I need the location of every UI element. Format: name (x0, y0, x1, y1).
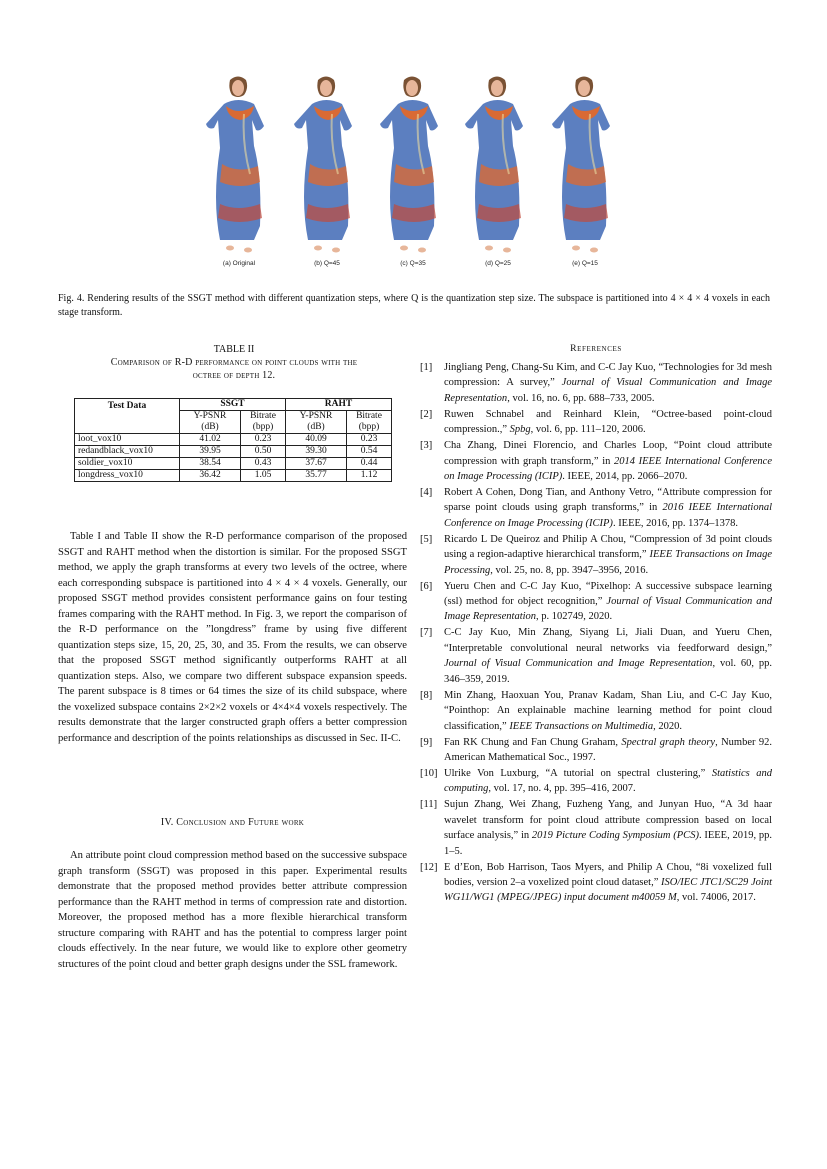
panel-caption: (e) Q=15 (572, 260, 598, 267)
reference-number: [9] (420, 736, 433, 748)
table-row (75, 434, 392, 446)
cell-ssgt-psnr: 39.95 (180, 446, 241, 458)
cell-ssgt-bitrate: 0.23 (241, 434, 286, 446)
reference-item (420, 625, 772, 687)
rendered-model-image (374, 74, 452, 256)
reference-item (420, 797, 772, 859)
cell-name: redandblack_vox10 (75, 446, 180, 458)
reference-venue: Journal of Visual Communication and Image Representation (444, 596, 773, 623)
cell-name: loot_vox10 (75, 434, 180, 446)
reference-text: Jingliang Peng, Chang-Su Kim, and C-C Jay Kuo, “Technologies for 3d mesh compression: A survey,” (444, 362, 772, 389)
th-ssgt-bitrate-label: Bitrate (250, 411, 276, 421)
reference-text: Fan RK Chung and Fan Chung Graham, (444, 736, 622, 748)
cell-raht-bitrate: 0.54 (347, 446, 392, 458)
references-list (420, 360, 772, 906)
table-title: TABLE II (213, 344, 255, 355)
references-heading: References (570, 343, 622, 354)
cell-raht-bitrate: 1.12 (347, 470, 392, 482)
rendered-model-image (459, 74, 537, 256)
cell-raht-psnr: 35.77 (286, 470, 347, 482)
reference-item (420, 735, 772, 766)
th-ssgt-psnr-label: Y-PSNR (193, 411, 227, 421)
paragraph-conclusion (58, 848, 407, 972)
reference-text: Yueru Chen and C-C Jay Kuo, “Pixelhop: A successive subspace learning (ssl) method for object recognition,” (444, 580, 772, 608)
th-raht-psnr (286, 411, 347, 434)
reference-venue: Spectral graph theory (621, 736, 716, 748)
cell-ssgt-bitrate: 0.43 (241, 458, 286, 470)
reference-details: . IEEE, 2014, pp. 2066–2070. (562, 471, 688, 483)
reference-details: , 2020. (653, 720, 682, 732)
cell-raht-bitrate: 0.23 (347, 434, 392, 446)
table-row (75, 470, 392, 482)
section-heading: IV. Conclusion and Future work (160, 817, 305, 828)
reference-details: , vol. 74006, 2017. (676, 892, 756, 904)
th-raht-bitrate-unit: (bpp) (358, 422, 380, 432)
cell-ssgt-psnr: 38.54 (180, 458, 241, 470)
reference-venue: Statistics and computing (444, 767, 773, 795)
reference-details: , vol. 6, pp. 111–120, 2006. (530, 424, 646, 436)
reference-text: Ulrike Von Luxburg, “A tutorial on spectral clustering,” (444, 767, 712, 779)
table-subtitle-line2: octree of depth 12. (192, 369, 276, 381)
reference-text: E d’Eon, Bob Harrison, Taos Myers, and Philip A Chou, “8i voxelized full bodies, version 2–a voxelized point cloud dataset,” (444, 861, 772, 888)
reference-details: , p. 102749, 2020. (536, 611, 613, 623)
reference-details: , vol. 25, no. 8, pp. 3947–3956, 2016. (490, 564, 649, 576)
reference-venue: 2014 IEEE International Conference on Image Processing (ICIP) (444, 455, 772, 483)
figure-caption: Fig. 4. Rendering results of the SSGT method with different quantization steps, where Q is the quantization step size. The subspace is partitioned into 4 × 4 × 4 voxels in each stage transform. (58, 293, 770, 318)
reference-text: Ricardo L De Queiroz and Philip A Chou, “Compression of 3d point clouds using a region-adaptive hierarchical transform,” (444, 533, 772, 561)
panel-caption: (b) Q=45 (314, 260, 340, 267)
reference-venue: ISO/IEC JTC1/SC29 Joint WG11/WG1 (MPEG/JPEG) input document m40059 M (444, 876, 772, 904)
cell-ssgt-psnr: 36.42 (180, 470, 241, 482)
th-ssgt-bitrate-unit: (bpp) (252, 422, 274, 432)
reference-text: Sujun Zhang, Wei Zhang, Fuzheng Yang, and Junyan Huo, “A 3d haar wavelet transform for point cloud attribute compression based on local surface analysis,” in (444, 799, 772, 842)
cell-name: longdress_vox10 (75, 470, 180, 482)
reference-text: Robert A Cohen, Dong Tian, and Anthony Vetro, “Attribute compression for sparse point clouds using graph transforms,” in (444, 487, 772, 514)
cell-raht-bitrate: 0.44 (347, 458, 392, 470)
reference-details: . IEEE, 2016, pp. 1374–1378. (612, 517, 739, 529)
rendered-model-image (200, 74, 278, 256)
cell-ssgt-psnr: 41.02 (180, 434, 241, 446)
rendered-model-image (546, 74, 624, 256)
figure-panel (374, 74, 452, 270)
reference-venue: 2019 Picture Coding Symposium (PCS) (531, 830, 699, 842)
reference-number: [2] (420, 408, 433, 420)
th-raht-psnr-label: Y-PSNR (299, 411, 333, 421)
reference-item (420, 688, 772, 734)
panel-caption: (a) Original (222, 260, 256, 267)
paragraph-conclusion-text: An attribute point cloud compression method based on the successive subspace graph transform (SSGT) was proposed in this paper. Experimental results demonstrate that the proposed method provides better attribute compression performance than the RAHT method in terms of compression rate and distortion. Moreover, the proposed method has a more flexible hierarchical transform structure comparing with RAHT and has the potential to compress larger point clouds effectively. In the near future, we would like to explore other geometry structures of the point cloud and better graph designs under the SSL framework. (58, 850, 407, 970)
reference-number: [8] (420, 689, 433, 701)
reference-item (420, 532, 772, 578)
cell-ssgt-bitrate: 0.50 (241, 446, 286, 458)
table-row (75, 458, 392, 470)
figure-panel (200, 74, 278, 270)
table-subtitle-line1: Comparison of R-D performance on point clouds with the (110, 357, 358, 368)
reference-venue: IEEE Transactions on Multimedia (509, 720, 654, 732)
reference-item (420, 579, 772, 625)
th-ssgt-psnr-unit: (dB) (201, 422, 219, 432)
reference-details: , Number 92. American Mathematical Soc., 1997. (444, 736, 772, 763)
reference-venue: IEEE Transactions on Image Processing (444, 549, 772, 576)
paragraph-results (58, 529, 407, 746)
reference-number: [6] (420, 580, 433, 592)
cell-raht-psnr: 40.09 (286, 434, 347, 446)
reference-details: , vol. 60, pp. 346–359, 2019. (444, 658, 773, 685)
reference-item (420, 860, 772, 906)
reference-number: [4] (420, 487, 433, 499)
panel-caption: (c) Q=35 (400, 260, 426, 267)
cell-raht-psnr: 37.67 (286, 458, 347, 470)
th-raht: RAHT (286, 399, 392, 411)
reference-details: , vol. 17, no. 4, pp. 395–416, 2007. (488, 783, 636, 795)
th-raht-bitrate-label: Bitrate (356, 411, 382, 421)
panel-caption: (d) Q=25 (485, 260, 511, 267)
cell-ssgt-bitrate: 1.05 (241, 470, 286, 482)
reference-details: . IEEE, 2019, pp. 1–5. (444, 830, 772, 857)
reference-item (420, 485, 772, 531)
th-ssgt-bitrate (241, 411, 286, 434)
paragraph-results-text: Table I and Table II show the R-D performance comparison of the proposed SSGT and RAHT method when the distortion is similar. For the proposed SSGT method, we apply the graph transforms at every two levels of the octree, where each corresponding subspace is partitioned into 4 × 4 × 4 voxels. Generally, our proposed SSGT method provides consistent performance gains on four testing frames comparing with the RAHT method. In Fig. 3, we report the comparison of the R-D performance on the ”longdress” frame by using five different quantization steps size, 15, 20, 25, 30, and 35. From the results, we can observe that the proposed SSGT method significantly outperforms RAHT at all quantization steps. Also, we compare two different subspace expansion speeds. The parent subspace is 8 times or 64 times the size of its child subspace, where the voxelized subspace contains 2×2×2 voxels or 4×4×4 voxels respectively. The results demonstrate that the larger constructed graph offers a better compression performance and description of the points relationships as discussed in Sec. II-C. (58, 531, 407, 744)
th-ssgt: SSGT (180, 399, 286, 411)
rd-table (74, 398, 392, 482)
reference-item (420, 360, 772, 406)
reference-number: [10] (420, 767, 438, 779)
figure-panel (546, 74, 624, 270)
reference-venue: Journal of Visual Communication and Image Representation (444, 658, 713, 670)
reference-text: Cha Zhang, Dinei Florencio, and Charles Loop, “Point cloud attribute compression with graph transform,” in (444, 440, 772, 467)
reference-venue: Spbg (509, 424, 531, 436)
table-row (75, 446, 392, 458)
th-raht-psnr-unit: (dB) (307, 422, 325, 432)
reference-item (420, 407, 772, 438)
th-raht-bitrate (347, 411, 392, 434)
reference-number: [1] (420, 362, 433, 373)
figure-panel (459, 74, 537, 270)
reference-number: [3] (420, 440, 433, 452)
cell-raht-psnr: 39.30 (286, 446, 347, 458)
reference-details: , vol. 16, no. 6, pp. 688–733, 2005. (507, 392, 655, 404)
figure-panel (288, 74, 366, 270)
reference-text: C-C Jay Kuo, Min Zhang, Siyang Li, Jiali Duan, and Yueru Chen, “Interpretable convolutional neural networks via feedforward design,” (444, 627, 772, 654)
reference-venue: 2016 IEEE International Conference on Image Processing (ICIP) (444, 502, 773, 529)
table-subtitle (58, 357, 410, 382)
cell-name: soldier_vox10 (75, 458, 180, 470)
reference-item (420, 766, 772, 797)
rendered-model-image (288, 74, 366, 256)
reference-number: [12] (420, 861, 438, 873)
reference-number: [7] (420, 627, 433, 639)
reference-item (420, 438, 772, 484)
th-ssgt-psnr (180, 411, 241, 434)
reference-text: Ruwen Schnabel and Reinhard Klein, “Octree-based point-cloud compression.,” (444, 408, 772, 436)
figure-4 (200, 74, 630, 270)
reference-number: [11] (420, 799, 438, 811)
reference-text: Min Zhang, Haoxuan You, Pranav Kadam, Shan Liu, and C-C Jay Kuo, “Pointhop: An explainable machine learning method for point cloud classification,” (444, 689, 772, 732)
th-test-data: Test Data (75, 399, 180, 434)
reference-number: [5] (420, 533, 433, 545)
reference-venue: Journal of Visual Communication and Image Representation (444, 377, 772, 404)
